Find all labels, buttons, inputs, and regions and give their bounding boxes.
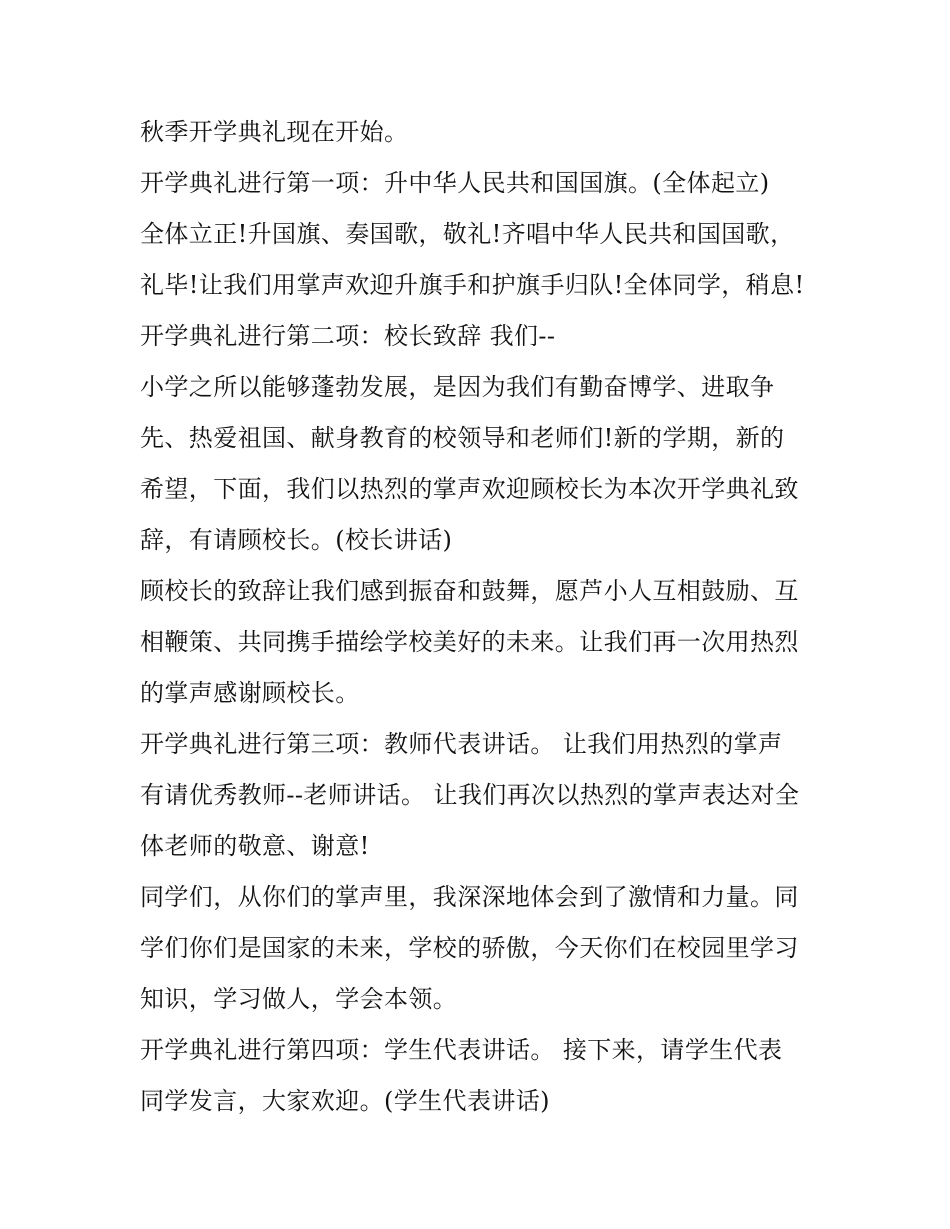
text-line: 知识，学习做人，学会本领。 [140,985,458,1013]
text-line: 顾校长的致辞让我们感到振奋和鼓舞，愿芦小人互相鼓励、互 [140,577,799,605]
text-line: 同学们，从你们的掌声里，我深深地体会到了激情和力量。同 [140,883,799,911]
text-line: 的掌声感谢顾校长。 [140,679,360,707]
text-line: 学们你们是国家的未来，学校的骄傲，今天你们在校园里学习 [140,934,799,962]
text-line: 有请优秀教师--老师讲话。 让我们再次以热烈的掌声表达对全 [140,781,800,809]
text-line: 开学典礼进行第三项：教师代表讲话。 让我们用热烈的掌声 [140,730,783,758]
text-line: 开学典礼进行第一项：升中华人民共和国国旗。(全体起立) [140,169,770,197]
text-line: 相鞭策、共同携手描绘学校美好的未来。让我们再一次用热烈 [140,628,799,656]
text-line: 开学典礼进行第四项：学生代表讲话。 接下来，请学生代表 [140,1036,783,1064]
text-line: 希望，下面，我们以热烈的掌声欢迎顾校长为本次开学典礼致 [140,475,799,503]
text-line: 开学典礼进行第二项：校长致辞 我们-- [140,322,556,350]
text-line: 小学之所以能够蓬勃发展，是因为我们有勤奋博学、进取争 [140,373,775,401]
text-line: 辞，有请顾校长。(校长讲话) [140,526,453,554]
text-line: 先、热爱祖国、献身教育的校领导和老师们!新的学期，新的 [140,424,785,452]
text-line: 全体立正!升国旗、奏国歌，敬礼!齐唱中华人民共和国国歌， [140,220,795,248]
text-line: 礼毕!让我们用掌声欢迎升旗手和护旗手归队!全体同学，稍息! [140,271,805,299]
text-line: 同学发言，大家欢迎。(学生代表讲话) [140,1087,550,1115]
document-body [140,107,820,1127]
text-line: 秋季开学典礼现在开始。 [140,118,409,146]
text-line: 体老师的敬意、谢意! [140,832,370,860]
